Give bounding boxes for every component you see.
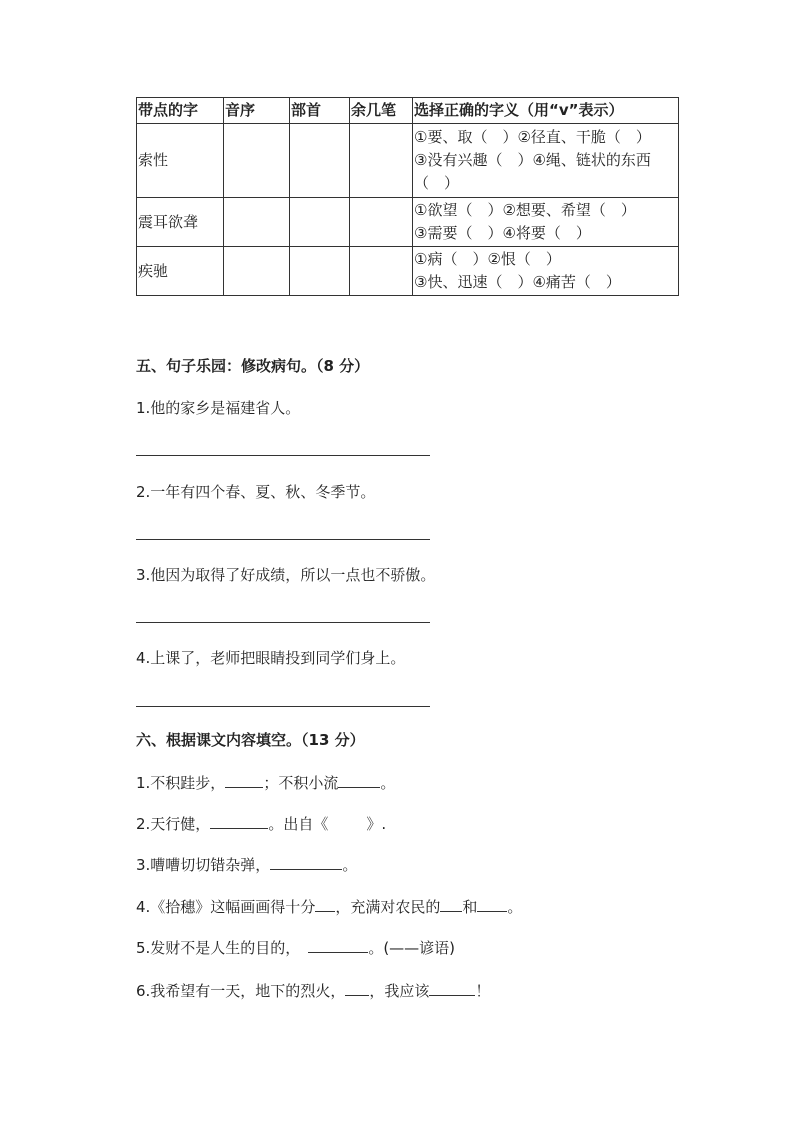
fill-text: ！ xyxy=(475,982,491,1000)
fill-text: 2.天行健， xyxy=(136,815,211,833)
strokes-cell[interactable] xyxy=(350,198,413,247)
pinyin-order-cell[interactable] xyxy=(224,247,290,296)
meaning-option-line: ①要、取（ ）②径直、干脆（ ） xyxy=(414,128,651,146)
header-pinyin-order: 音序 xyxy=(224,98,290,124)
fill-question-4 xyxy=(136,896,522,917)
fill-text: 。 xyxy=(380,774,396,792)
radical-cell[interactable] xyxy=(290,124,350,198)
meaning-options-cell[interactable] xyxy=(413,124,679,198)
fill-question-1 xyxy=(136,772,395,793)
table-row xyxy=(137,247,679,296)
sentence-question-3: 3.他因为取得了好成绩，所以一点也不骄傲。 xyxy=(136,566,436,584)
fill-text: 。 xyxy=(507,898,523,916)
section5-title: 五、句子乐园：修改病句。（8 分） xyxy=(136,357,370,375)
meaning-options-cell[interactable] xyxy=(413,247,679,296)
table-row xyxy=(137,198,679,247)
fill-blank[interactable] xyxy=(315,897,335,912)
word-cell: 震耳欲聋 xyxy=(137,198,224,247)
fill-text: 3.嘈嘈切切错杂弹， xyxy=(136,856,271,874)
fill-text: 4.《拾穗》这幅画画得十分 xyxy=(136,898,316,916)
meaning-option-line: ③没有兴趣（ ）④绳、链状的东西（ ） xyxy=(414,151,651,192)
section6-title: 六、根据课文内容填空。（13 分） xyxy=(136,731,365,749)
answer-line-1[interactable] xyxy=(136,455,430,456)
header-remaining-strokes: 余几笔 xyxy=(350,98,413,124)
sentence-question-1: 1.他的家乡是福建省人。 xyxy=(136,399,301,417)
word-cell: 疾驰 xyxy=(137,247,224,296)
header-meaning-choice: 选择正确的字义（用“v”表示） xyxy=(413,98,679,124)
fill-text: ；不积小流 xyxy=(263,774,339,792)
fill-text: 1.不积跬步， xyxy=(136,774,226,792)
fill-text: 》. xyxy=(366,815,387,833)
meaning-option-line: ①病（ ）②恨（ ） xyxy=(414,250,561,268)
fill-question-5 xyxy=(136,937,455,958)
fill-text: 。出自《 xyxy=(268,815,329,833)
fill-text: 6.我希望有一天，地下的烈火， xyxy=(136,982,346,1000)
word-cell: 索性 xyxy=(137,124,224,198)
fill-text: 。(——谚语) xyxy=(368,939,456,957)
fill-blank[interactable] xyxy=(440,897,462,912)
fill-blank[interactable] xyxy=(477,897,507,912)
strokes-cell[interactable] xyxy=(350,124,413,198)
fill-blank[interactable] xyxy=(308,938,368,953)
table-row xyxy=(137,124,679,198)
fill-blank[interactable] xyxy=(345,981,369,996)
answer-line-3[interactable] xyxy=(136,622,430,623)
meaning-option-line: ①欲望（ ）②想要、希望（ ） xyxy=(414,201,636,219)
pinyin-order-cell[interactable] xyxy=(224,198,290,247)
fill-blank[interactable] xyxy=(338,773,380,788)
radical-cell[interactable] xyxy=(290,247,350,296)
fill-blank[interactable] xyxy=(210,814,268,829)
fill-blank[interactable] xyxy=(225,773,263,788)
fill-blank[interactable] xyxy=(270,855,342,870)
fill-text: 和 xyxy=(462,898,478,916)
pinyin-order-cell[interactable] xyxy=(224,124,290,198)
fill-text: 。 xyxy=(342,856,358,874)
character-analysis-table xyxy=(136,97,679,296)
fill-question-3 xyxy=(136,854,357,875)
fill-text: ，我应该 xyxy=(369,982,430,1000)
answer-line-2[interactable] xyxy=(136,539,430,540)
strokes-cell[interactable] xyxy=(350,247,413,296)
fill-text: ，充满对农民的 xyxy=(335,898,441,916)
table-header-row xyxy=(137,98,679,124)
answer-line-4[interactable] xyxy=(136,706,430,707)
fill-blank[interactable] xyxy=(429,981,475,996)
sentence-question-2: 2.一年有四个春、夏、秋、冬季节。 xyxy=(136,483,376,501)
header-radical: 部首 xyxy=(290,98,350,124)
meaning-options-cell[interactable] xyxy=(413,198,679,247)
header-dotted-char: 带点的字 xyxy=(137,98,224,124)
meaning-option-line: ③需要（ ）④将要（ ） xyxy=(414,224,591,242)
fill-question-6 xyxy=(136,980,490,1001)
fill-question-2 xyxy=(136,813,386,834)
meaning-option-line: ③快、迅速（ ）④痛苦（ ） xyxy=(414,273,621,291)
sentence-question-4: 4.上课了，老师把眼睛投到同学们身上。 xyxy=(136,649,406,667)
radical-cell[interactable] xyxy=(290,198,350,247)
fill-text: 5.发财不是人生的目的， xyxy=(136,939,301,957)
